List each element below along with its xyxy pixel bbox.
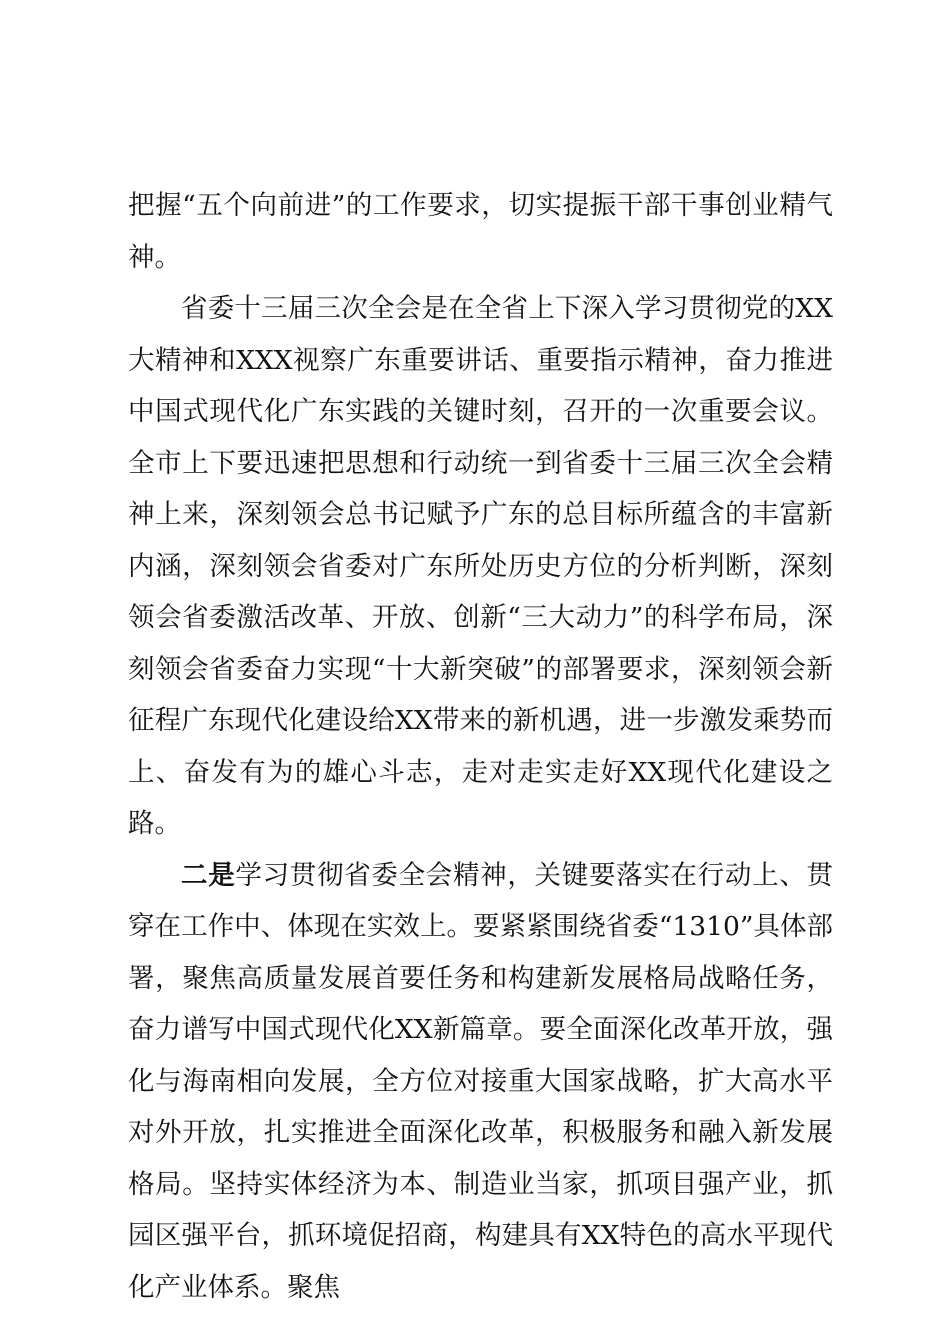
paragraph-lead-label: 二是 xyxy=(181,859,236,891)
paragraph-plenary-session xyxy=(128,283,833,850)
paragraph-text: 把握“五个向前进”的工作要求，切实提振干部干事创业精气神。 xyxy=(128,190,833,273)
paragraph-text: 学习贯彻省委全会精神，关键要落实在行动上、贯穿在工作中、体现在实效上。要紧紧围绕省委“1310”具体部署，聚焦高质量发展首要任务和构建新发展格局战略任务，奋力谱写中国式现代化XX新篇章。要全面深化改革开放，强化与海南相向发展，全方位对接重大国家战略，扩大高水平对外开放，扎实推进全面深化改革，积极服务和融入新发展格局。坚持实体经济为本、制造业当家，抓项目强产业，抓园区强平台，抓环境促招商，构建具有XX特色的高水平现代化产业体系。聚焦 xyxy=(128,859,834,1303)
paragraph-text: 省委十三届三次全会是在全省上下深入学习贯彻党的XX大精神和XXX视察广东重要讲话、重要指示精神，奋力推进中国式现代化广东实践的关键时刻，召开的一次重要会议。全市上下要迅速把思想和行动统一到省委十三届三次全会精神上来，深刻领会总书记赋予广东的总目标所蕴含的丰富新内涵，深刻领会省委对广东所处历史方位的分析判断，深刻领会省委激活改革、开放、创新“三大动力”的科学布局，深刻领会省委奋力实现“十大新突破”的部署要求，深刻领会新征程广东现代化建设给XX带来的新机遇，进一步激发乘势而上、奋发有为的雄心斗志，走对走实走好XX现代化建设之路。 xyxy=(128,293,833,839)
paragraph-continuation xyxy=(128,180,833,283)
paragraph-second-point xyxy=(128,850,833,1314)
document-body xyxy=(128,180,833,1313)
